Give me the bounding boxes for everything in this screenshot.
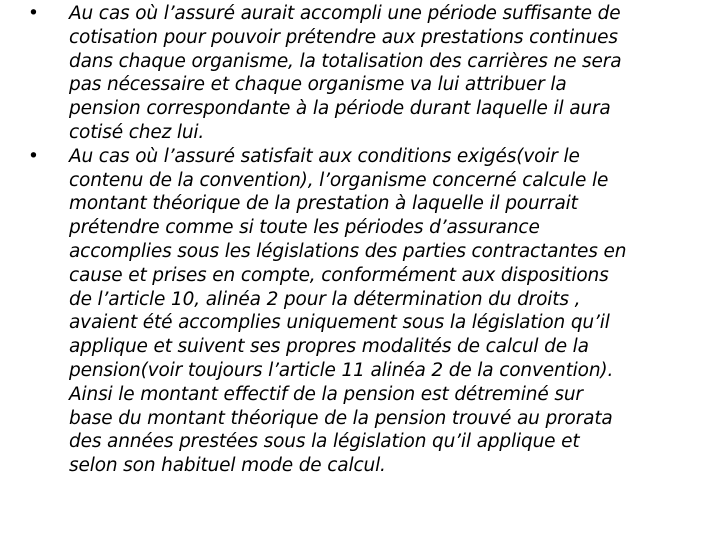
bullet-icon: • [28, 145, 39, 167]
bullet-item-2 [28, 145, 708, 478]
bullet-text: Au cas où l’assuré satisfait aux conditions exigés(voir le contenu de la convention), l’organisme concerné calcule le montant théorique de la prestation à laquelle il pourrait prétendre comme si toute les périodes d’assurance accomplies sous les législations des parties contractantes en cause et prises en compte, conformément aux dispositions de l’article 10, alinéa 2 pour la détermination du droits , avaient été accomplies uniquement sous la législation qu’il applique et suivent ses propres modalités de calcul de la pension(voir toujours l’article 11 alinéa 2 de la convention). Ainsi le montant effectif de la pension est détreminé sur base du montant théorique de la pension trouvé au prorata des années prestées sous la législation qu’il applique et selon son habituel mode de calcul. [69, 145, 627, 477]
bullet-icon: • [28, 3, 39, 24]
bullet-item-1 [28, 2, 708, 145]
bullet-list [28, 2, 708, 478]
bullet-text: Au cas où l’assuré aurait accompli une période suffisante de cotisation pour pouvoir prétendre aux prestations continues dans chaque organisme, la totalisation des carrières ne sera pas nécessaire et chaque organisme va lui attribuer la pension correspondante à la période durant laquelle il aura cotisé chez lui. [69, 3, 622, 143]
